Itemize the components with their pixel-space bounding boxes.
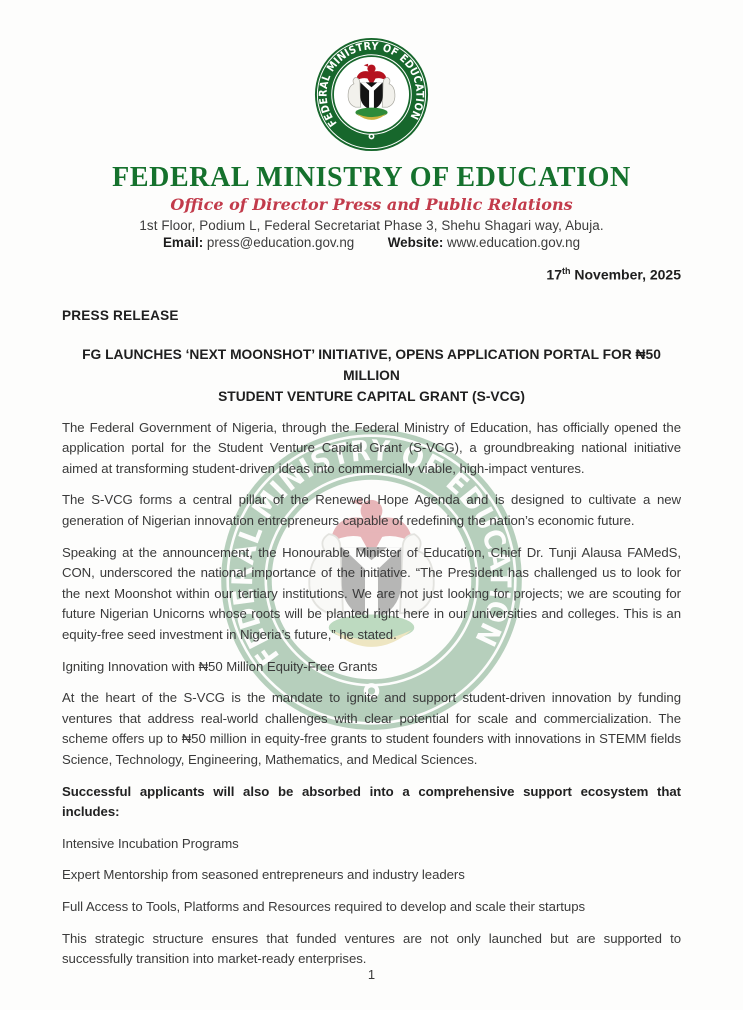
paragraph: Speaking at the announcement, the Honourable Minister of Education, Chief Dr. Tunji Alausa FAMedS, CON, underscored the national importance of the initiative. “The President has challenged us to look for the next Moonshot within our tertiary institutions. We are not just looking for projects; we are scouting for future Nigerian Unicorns whose roots will be planted right here in our universities and colleges. This is an equity-free seed investment in Nigeria’s future,” he stated. — [62, 544, 681, 642]
page-number: 1 — [367, 967, 376, 982]
paragraph: Igniting Innovation with ₦50 Million Equity-Free Grants — [62, 658, 378, 674]
office-line: Office of Director Press and Public Relations — [170, 195, 573, 214]
paragraph: Intensive Incubation Programs — [62, 835, 239, 851]
paragraph: At the heart of the S-VCG is the mandate to ignite and support student-driven innovation by funding ventures that address real-world challenges with clear potential for scale and commercialization. The scheme offers up to ₦50 million in equity-free grants to student founders with innovations in STEMM fields Science, Technology, Engineering, Mathematics, and Medical Sciences. — [62, 690, 681, 767]
email-label: Email: — [162, 235, 204, 250]
ministry-name: FEDERAL MINISTRY OF EDUCATION — [112, 162, 631, 193]
address-line: 1st Floor, Podium L, Federal Secretariat Phase 3, Shehu Shagari way, Abuja. — [139, 218, 604, 233]
letterhead — [0, 0, 743, 250]
paragraph: The S-VCG forms a central pillar of the Renewed Hope Agenda and is designed to cultivate a new generation of Nigerian innovation entrepreneurs capable of redefining the nation’s economic future. — [62, 492, 681, 529]
paragraph: The Federal Government of Nigeria, through the Federal Ministry of Education, has officially opened the application portal for the Student Venture Capital Grant (S-VCG), a groundbreaking national initiative aimed at transforming student-driven ideas into commercially viable, high-impact ventures. — [62, 419, 681, 476]
date-day: 17 — [546, 266, 562, 283]
body-paragraphs — [0, 418, 743, 970]
press-release-label: PRESS RELEASE — [62, 307, 179, 323]
paragraph: Full Access to Tools, Platforms and Resources required to develop and scale their startups — [62, 898, 586, 914]
date-rest: November, 2025 — [570, 266, 681, 283]
headline-line: STUDENT VENTURE CAPITAL GRANT (S-VCG) — [218, 388, 525, 404]
email-value: press@education.gov.ng — [206, 235, 355, 250]
headline-line: FG LAUNCHES ‘NEXT MOONSHOT’ INITIATIVE, OPENS APPLICATION PORTAL FOR ₦50 MILLION — [82, 346, 661, 383]
headline — [57, 344, 687, 407]
date-ordinal-suffix: th — [561, 266, 571, 276]
paragraph: Successful applicants will also be absorbed into a comprehensive support ecosystem that includes: — [62, 783, 681, 820]
ministry-seal-icon — [313, 36, 430, 153]
dateline — [0, 266, 743, 283]
paragraph: Expert Mentorship from seasoned entrepreneurs and industry leaders — [62, 867, 465, 883]
paragraph: This strategic structure ensures that funded ventures are not only launched but are supported to successfully transition into market-ready enterprises. — [62, 930, 681, 967]
website-label: Website: — [387, 235, 444, 250]
website-value: www.education.gov.ng — [447, 235, 581, 250]
contact-line — [0, 235, 743, 250]
